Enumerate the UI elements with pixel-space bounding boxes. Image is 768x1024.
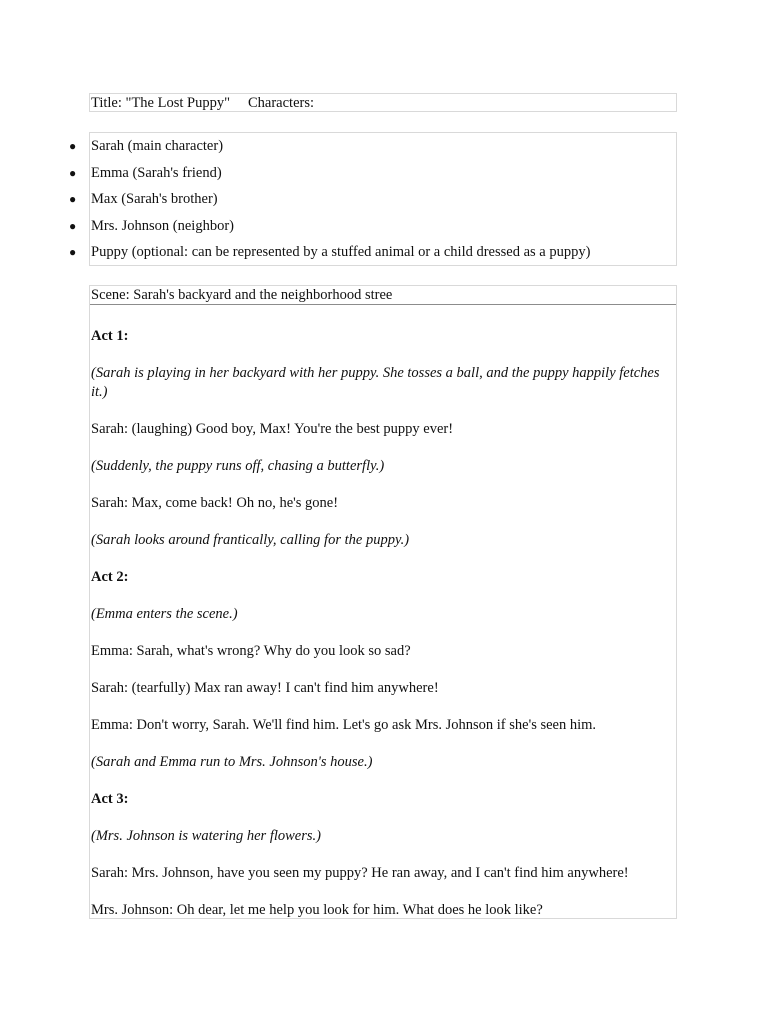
list-item: ● Sarah (main character) [90,133,676,160]
dialogue-line: Emma: Sarah, what's wrong? Why do you look so sad? [91,643,411,659]
title-block [89,93,677,112]
list-item: ● Puppy (optional: can be represented by a stuffed animal or a child dressed as a puppy) [90,239,676,266]
dialogue-line: Sarah: (tearfully) Max ran away! I can't find him anywhere! [91,680,439,696]
act-heading: Act 3: [91,791,129,807]
dialogue-line: Sarah: (laughing) Good boy, Max! You're the best puppy ever! [91,421,454,437]
stage-direction: (Suddenly, the puppy runs off, chasing a butterfly.) [91,458,385,474]
bullet-icon: ● [69,192,77,206]
dialogue-line: Emma: Don't worry, Sarah. We'll find him. Let's go ask Mrs. Johnson if she's seen him. [91,717,597,733]
bullet-icon: ● [69,218,77,233]
stage-direction: (Emma enters the scene.) [91,606,238,622]
stage-direction: (Sarah is playing in her backyard with her puppy. She tosses a ball, and the puppy happily fetches it.) [91,365,660,400]
bullet-icon: ● [69,165,77,180]
bullet-icon: ● [69,139,77,153]
script-body [90,327,676,920]
scene-heading: Scene: Sarah's backyard and the neighborhood stree [90,286,676,305]
bullet-icon: ● [69,245,77,259]
characters-list [69,133,676,266]
dialogue-line: Sarah: Max, come back! Oh no, he's gone! [91,495,339,511]
scene-block [89,285,677,919]
act-heading: Act 2: [91,569,129,585]
dialogue-line: Mrs. Johnson: Oh dear, let me help you look for him. What does he look like? [91,902,543,918]
play-title: Title: "The Lost Puppy" [91,95,230,111]
stage-direction: (Sarah and Emma run to Mrs. Johnson's house.) [91,754,373,770]
characters-list-block [69,132,677,266]
list-item: ● Mrs. Johnson (neighbor) [90,213,676,240]
list-item: ● Emma (Sarah's friend) [90,160,676,187]
stage-direction: (Sarah looks around frantically, calling for the puppy.) [91,532,410,548]
stage-direction: (Mrs. Johnson is watering her flowers.) [91,828,321,844]
act-heading: Act 1: [91,328,129,344]
dialogue-line: Sarah: Mrs. Johnson, have you seen my puppy? He ran away, and I can't find him anywhere! [91,865,629,881]
characters-label: Characters: [248,95,315,111]
list-item: ● Max (Sarah's brother) [90,186,676,213]
